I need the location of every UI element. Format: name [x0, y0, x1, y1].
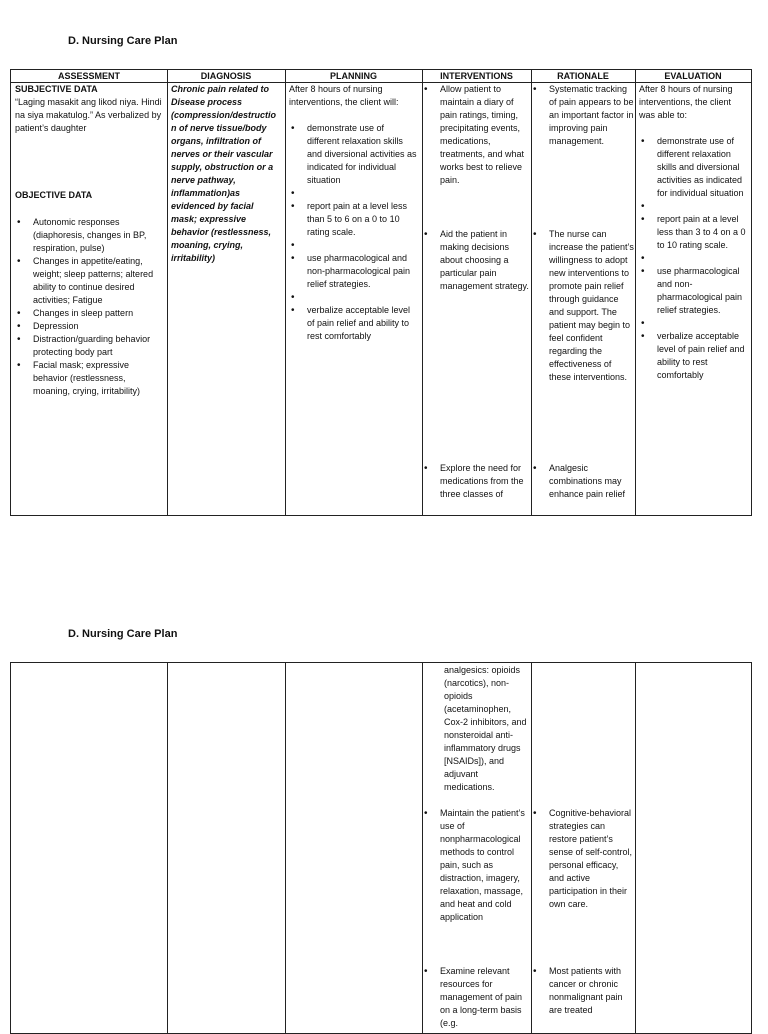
rationale-list-1 [531, 83, 635, 148]
objective-data-title: OBJECTIVE DATA [15, 190, 93, 200]
list-item: • Depression [15, 320, 163, 333]
interventions-list-1 [422, 83, 531, 187]
column-divider [167, 663, 168, 1033]
list-item: • The nurse can increase the patient’s willingness to adopt new interventions to promote pain relief through guidance and support. The patient may begin to feel confident regarding the effectiveness of these interventions. [531, 228, 635, 384]
list-item: • Aid the patient in making decisions about choosing a particular pain management strategy. [422, 228, 531, 293]
column-divider [635, 663, 636, 1033]
care-plan-table [10, 69, 752, 516]
list-item: • Analgesic combinations may enhance pain relief [531, 462, 635, 501]
list-item: • use pharmacological and non-pharmacological pain relief strategies. [639, 265, 747, 317]
page-heading: D. Nursing Care Plan [68, 35, 178, 47]
column-header-evaluation: EVALUATION [664, 71, 722, 81]
column-header-diagnosis: DIAGNOSIS [200, 71, 252, 81]
column-header-assessment: ASSESSMENT [57, 71, 120, 81]
list-item: • verbalize acceptable level of pain relief and ability to rest comfortably [289, 304, 418, 343]
rationale-list-3 [531, 462, 635, 501]
diagnosis-text: Chronic pain related to Disease process (compression/destruction of nerve tissue/body organs, infiltration of nerves or their vascular supply, obstruction or a nerve pathway, inflammation)as evidenced by facial mask; expressive behavior (restlessness, moaning, crying, irritability) [171, 84, 277, 263]
evaluation-intro: After 8 hours of nursing interventions, the client was able to: [639, 84, 733, 120]
interventions-list-3 [422, 462, 531, 501]
list-item: • Explore the need for medications from the three classes of [422, 462, 531, 501]
interventions-continuation: analgesics: opioids (narcotics), non-opioids (acetaminophen, Cox-2 inhibitors, and nonsteroidal anti-inflammatory drugs [NSAIDs]), and adjuvant medications. [444, 665, 527, 792]
planning-cell [285, 83, 422, 343]
interventions-list-5 [422, 965, 531, 1030]
list-item: • use pharmacological and non-pharmacological pain relief strategies. [289, 252, 418, 291]
list-item: • Changes in appetite/eating, weight; sleep patterns; altered ability to continue desired activities; Fatigue [15, 255, 163, 307]
planning-intro: After 8 hours of nursing interventions, the client will: [289, 84, 399, 107]
list-item: • Systematic tracking of pain appears to be an important factor in improving pain management. [531, 83, 635, 148]
page-heading: D. Nursing Care Plan [68, 628, 178, 640]
interventions-list-2 [422, 228, 531, 293]
subjective-data-text: “Laging masakit ang likod niya. Hindi na siya makatulog.” As verbalized by patient’s daughter [15, 97, 162, 133]
list-item: • Facial mask; expressive behavior (restlessness, moaning, crying, irritability) [15, 359, 163, 398]
column-header-interventions: INTERVENTIONS [440, 71, 513, 81]
assessment-cell [11, 83, 167, 398]
list-item: • Allow patient to maintain a diary of pain ratings, timing, precipitating events, medications, treatments, and what works best to relieve pain. [422, 83, 531, 187]
list-item: • report pain at a level less than 3 to 4 on a 0 to 10 rating scale. [639, 213, 747, 252]
rationale-list-5 [531, 965, 635, 1017]
list-item: • demonstrate use of different relaxation skills and diversional activities as indicated for individual situation [639, 135, 747, 200]
column-divider [285, 663, 286, 1033]
evaluation-list [639, 135, 747, 382]
evaluation-cell [635, 83, 751, 382]
care-plan-table-continued [10, 662, 752, 1034]
list-item: • Distraction/guarding behavior protecting body part [15, 333, 163, 359]
list-item: • Cognitive-behavioral strategies can restore patient’s sense of self-control, personal efficacy, and active participation in their own care. [531, 807, 635, 911]
objective-data-list [15, 216, 163, 398]
list-item: • Most patients with cancer or chronic nonmalignant pain are treated [531, 965, 635, 1017]
list-item: • Maintain the patient’s use of nonpharmacological methods to control pain, such as distraction, imagery, relaxation, massage, and heat and cold application [422, 807, 531, 924]
list-item: • Changes in sleep pattern [15, 307, 163, 320]
list-item: • demonstrate use of different relaxation skills and diversional activities as indicated for individual situation [289, 122, 418, 187]
list-item: • verbalize acceptable level of pain relief and ability to rest comfortably [639, 330, 747, 382]
list-item: • Autonomic responses (diaphoresis, changes in BP, respiration, pulse) [15, 216, 163, 255]
column-header-rationale: RATIONALE [557, 71, 609, 81]
column-header-planning: PLANNING [330, 71, 377, 81]
interventions-list-4 [422, 807, 531, 924]
list-item: • report pain at a level less than 5 to 6 on a 0 to 10 rating scale. [289, 200, 418, 239]
planning-list [289, 122, 418, 343]
rationale-list-2 [531, 228, 635, 384]
rationale-list-4 [531, 807, 635, 911]
subjective-data-title: SUBJECTIVE DATA [15, 84, 98, 94]
list-item: • Examine relevant resources for management of pain on a long-term basis (e.g. [422, 965, 531, 1030]
